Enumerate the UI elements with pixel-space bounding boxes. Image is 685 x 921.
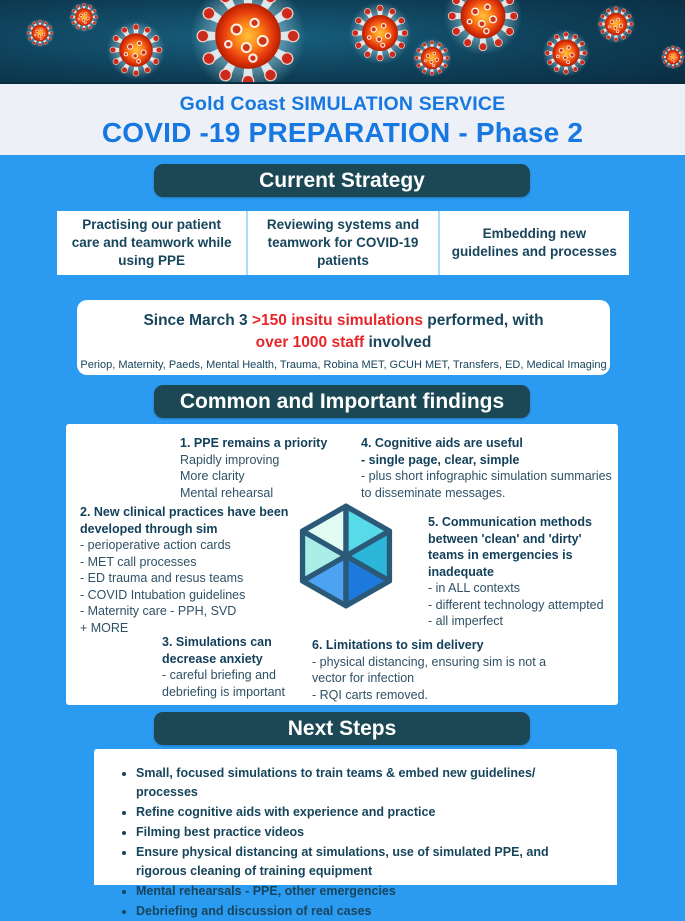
stats-line-1	[77, 310, 610, 332]
title-band	[0, 84, 685, 155]
finding-item-2: 2. New clinical practices have been developed through sim - perioperative action cards - MET call processes - ED trauma and resus teams - COVID Intubation guidelines - Maternity care - PPH, SVD + MORE	[80, 505, 289, 635]
finding-item-3: 3. Simulations can decrease anxiety - careful briefing and debriefing is important	[162, 635, 285, 699]
stats-highlight-simulations: >150 insitu simulations	[251, 312, 423, 329]
next-steps-heading: Next Steps	[154, 712, 530, 745]
next-step-item: • Small, focused simulations to train teams & embed new guidelines/ processes	[136, 764, 597, 802]
stats-prefix: Since March 3	[143, 312, 252, 329]
coronavirus-banner-image	[0, 0, 685, 84]
finding-item-4: 4. Cognitive aids are useful - single page, clear, simple - plus short infographic simulation summaries to disseminate messages.	[361, 436, 612, 500]
service-subtitle: Gold Coast SIMULATION SERVICE	[179, 93, 506, 115]
next-step-item: • Ensure physical distancing at simulations, use of simulated PPE, and rigorous cleaning of training equipment	[136, 843, 597, 881]
departments-list: Periop, Maternity, Paeds, Mental Health, Trauma, Robina MET, GCUH MET, Transfers, ED, Medical Imaging	[80, 359, 607, 372]
finding-item-1: 1. PPE remains a priority Rapidly improving More clarity Mental rehearsal	[180, 436, 328, 500]
strategy-column: Embedding new guidelines and processes	[438, 211, 629, 275]
current-strategy-heading: Current Strategy	[154, 164, 530, 197]
gem-hexagon-icon	[293, 503, 399, 609]
simulation-stats-box	[77, 300, 610, 375]
next-step-item: • Mental rehearsals - PPE, other emergencies	[136, 882, 597, 901]
stats-highlight-staff: over 1000 staff	[255, 333, 365, 351]
page-title: COVID -19 PREPARATION - Phase 2	[101, 117, 584, 148]
stats-suffix: involved	[364, 333, 432, 351]
strategy-columns	[57, 211, 629, 275]
next-step-item: • Filming best practice videos	[136, 823, 597, 842]
next-steps-box	[94, 749, 617, 918]
strategy-column: Practising our patient care and teamwork while using PPE	[71, 216, 232, 269]
stats-mid: performed, with	[422, 312, 544, 329]
next-steps-list	[120, 764, 597, 921]
next-step-item: • Debriefing and discussion of real cases	[136, 902, 597, 921]
coronavirus-banner-svg	[0, 0, 685, 84]
stats-line-2	[77, 332, 610, 354]
finding-item-5: 5. Communication methods between 'clean' and 'dirty' teams in emergencies is inadequate - in ALL contexts - different technology attempted - all imperfect	[428, 515, 604, 628]
finding-item-6: 6. Limitations to sim delivery - physical distancing, ensuring sim is not a vector for infection - RQI carts removed.	[312, 638, 547, 702]
findings-box	[66, 424, 618, 705]
next-step-item: • Refine cognitive aids with experience and practice	[136, 803, 597, 822]
findings-heading: Common and Important findings	[154, 385, 530, 418]
strategy-column: Reviewing systems and teamwork for COVID-19 patients	[246, 211, 437, 275]
